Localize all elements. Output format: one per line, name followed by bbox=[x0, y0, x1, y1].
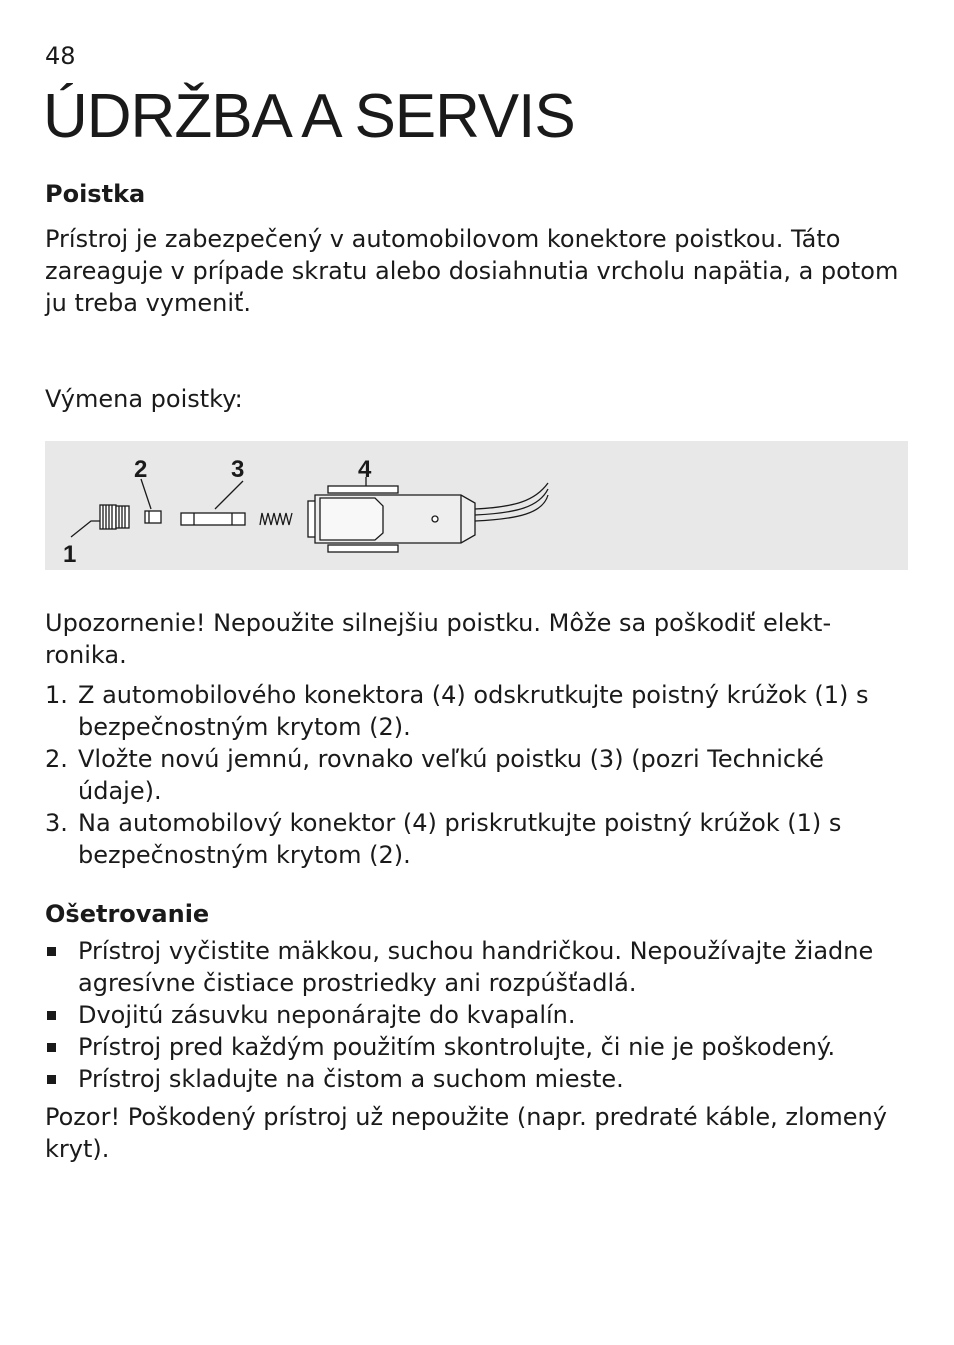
step-text: Vložte novú jemnú, rovnako veľkú poistku (3) (pozri Technické údaje). bbox=[78, 745, 824, 805]
page-title: ÚDRŽBA A SERVIS bbox=[43, 82, 575, 151]
list-item bbox=[45, 1063, 907, 1095]
bullet-square-icon bbox=[47, 1075, 56, 1084]
bullet-square-icon bbox=[47, 1043, 56, 1052]
bullet-text: Prístroj skladujte na čistom a suchom mieste. bbox=[78, 1065, 624, 1093]
locking-ring-part bbox=[100, 505, 129, 529]
figure-label-2: 2 bbox=[134, 456, 148, 483]
replacement-steps bbox=[45, 679, 907, 871]
step-number: 3. bbox=[45, 809, 68, 837]
list-item bbox=[45, 999, 907, 1031]
step-number: 2. bbox=[45, 745, 68, 773]
page-number: 48 bbox=[45, 42, 76, 70]
safety-cap-part bbox=[145, 511, 161, 523]
replacement-label: Výmena poistky: bbox=[45, 385, 243, 413]
list-item bbox=[45, 807, 907, 871]
fuse-intro: Prístroj je zabezpečený v automobilovom konektore poistkou. Táto zareaguje v prípade skratu alebo dosiahnutia vrcholu napätia, a potom ju treba vymeniť. bbox=[45, 225, 899, 317]
list-item bbox=[45, 1031, 907, 1063]
callout-line-1 bbox=[71, 521, 100, 537]
caution-text: Pozor! Poškodený prístroj už nepoužite (napr. predraté káble, zlomený kryt). bbox=[45, 1103, 887, 1163]
list-item bbox=[45, 935, 907, 999]
figure-label-4: 4 bbox=[358, 456, 372, 483]
spring-part bbox=[260, 513, 292, 525]
bullet-square-icon bbox=[47, 1011, 56, 1020]
list-item bbox=[45, 679, 907, 743]
bullet-text: Prístroj pred každým použitím skontrolujte, či nie je poškodený. bbox=[78, 1033, 836, 1061]
fuse-heading: Poistka bbox=[45, 180, 146, 208]
fuse-warning: Upozornenie! Nepoužite silnejšiu poistku. Môže sa poškodiť elekt- ronika. bbox=[45, 609, 832, 669]
callout-line-2 bbox=[141, 479, 151, 509]
step-text: Na automobilový konektor (4) priskrutkujte poistný krúžok (1) s bezpečnostným krytom (2). bbox=[78, 809, 842, 869]
figure-label-3: 3 bbox=[231, 456, 245, 483]
callout-line-3 bbox=[215, 481, 243, 509]
bullet-square-icon bbox=[47, 947, 56, 956]
car-connector-part bbox=[308, 483, 548, 552]
list-item bbox=[45, 743, 907, 807]
fuse-diagram bbox=[45, 441, 908, 570]
step-number: 1. bbox=[45, 681, 68, 709]
care-bullets bbox=[45, 935, 907, 1095]
figure-label-1: 1 bbox=[63, 541, 77, 568]
care-heading: Ošetrovanie bbox=[45, 900, 210, 928]
bullet-text: Dvojitú zásuvku neponárajte do kvapalín. bbox=[78, 1001, 576, 1029]
bullet-text: Prístroj vyčistite mäkkou, suchou handričkou. Nepoužívajte žiadne agresívne čistiace prostriedky ani rozpúšťadlá. bbox=[78, 937, 874, 997]
fuse-part bbox=[181, 513, 245, 525]
step-text: Z automobilového konektora (4) odskrutkujte poistný krúžok (1) s bezpečnostným krytom (2). bbox=[78, 681, 869, 741]
